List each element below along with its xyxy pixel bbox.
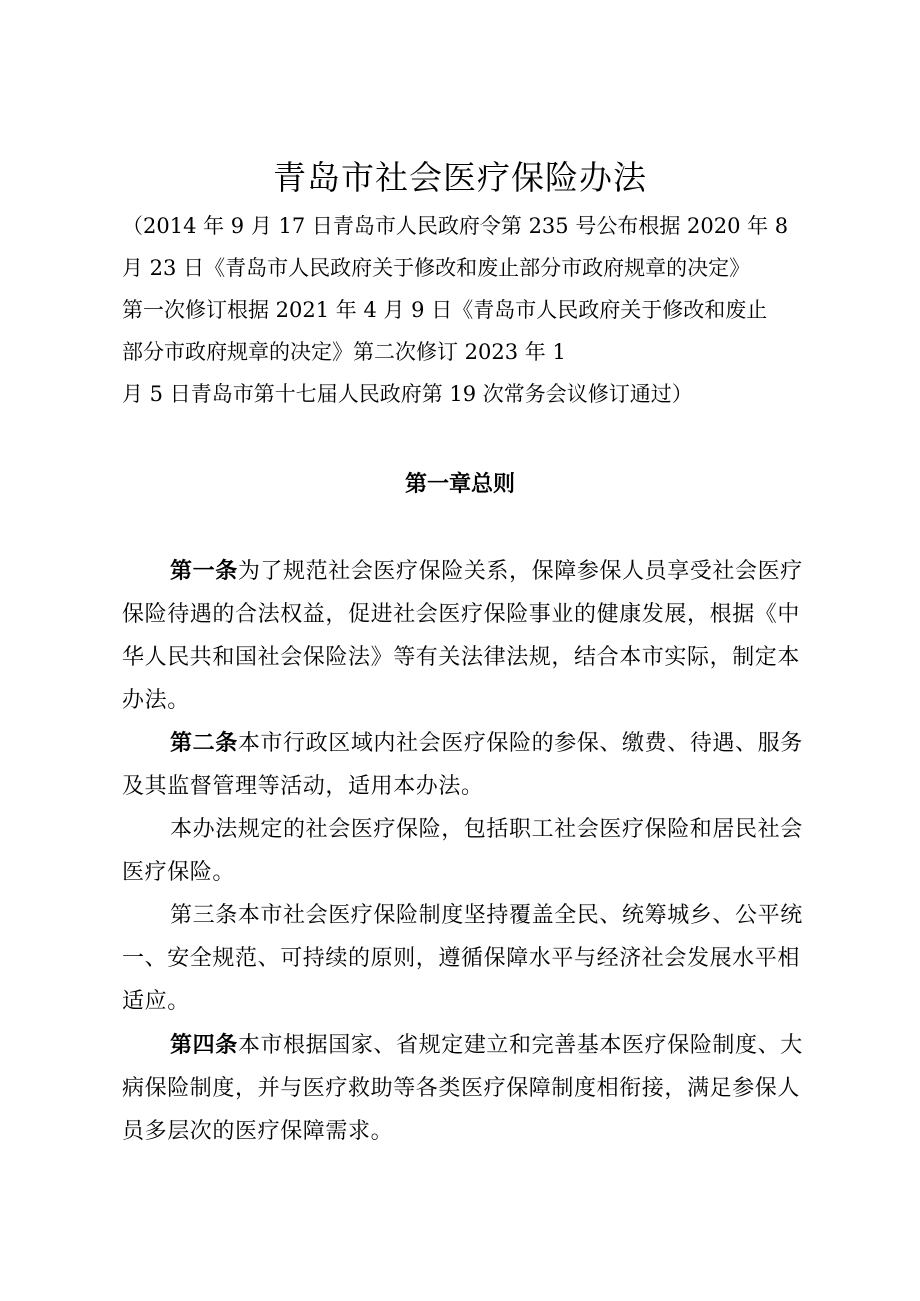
paragraph-line: 员多层次的医疗保障需求。: [122, 1119, 394, 1144]
document-title: 青岛市社会医疗保险办法: [273, 158, 647, 197]
subtitle-line: 月 23 日《青岛市人民政府关于修改和废止部分市政府规章的决定》: [122, 256, 751, 280]
article-number: 第四条: [170, 1032, 238, 1058]
article-1: [122, 550, 812, 722]
paragraph-text: 为了规范社会医疗保险关系，保障参保人员享受社会医疗: [237, 559, 803, 584]
paragraph-text: 本办法规定的社会医疗保险，包括职工社会医疗保险和居民社会: [170, 817, 803, 842]
paragraph-line: 一、安全规范、可持续的原则，遵循保障水平与经济社会发展水平相: [122, 946, 801, 971]
paragraph-text: 本市行政区域内社会医疗保险的参保、缴费、待遇、服务: [237, 731, 803, 756]
subtitle-line: 第一次修订根据 2021 年 4 月 9 日《青岛市人民政府关于修改和废止: [122, 298, 768, 322]
paragraph-first-line: [122, 808, 812, 851]
subtitle-line: 部分市政府规章的决定》第二次修订 2023 年 1: [122, 340, 566, 364]
chapter-title: 第一章总则: [404, 471, 515, 497]
paragraph-first-line: [122, 550, 812, 593]
paragraph-first-line: [122, 894, 812, 937]
paragraph-line: 医疗保险。: [122, 860, 236, 885]
subtitle-line: 月 5 日青岛市第十七届人民政府第 19 次常务会议修订通过）: [122, 382, 693, 406]
paragraph-text: 第三条本市社会医疗保险制度坚持覆盖全民、统筹城乡、公平统: [170, 903, 803, 928]
subtitle-line: （2014 年 9 月 17 日青岛市人民政府令第 235 号公布根据 2020 年 8: [122, 214, 789, 238]
paragraph-line: 办法。: [122, 688, 190, 713]
paragraph-first-line: [122, 1024, 812, 1067]
article-2: [122, 722, 812, 808]
paragraph-line: 适应。: [122, 989, 190, 1014]
paragraph-text: 本市根据国家、省规定建立和完善基本医疗保险制度、大: [237, 1033, 803, 1058]
article-4: [122, 1024, 812, 1153]
article-number: 第一条: [170, 558, 238, 584]
paragraph-line: 及其监督管理等活动，适用本办法。: [122, 774, 484, 799]
article-3: [122, 894, 812, 1023]
article-number: 第二条: [170, 730, 238, 756]
article-2-paragraph-2: [122, 808, 812, 894]
paragraph-line: 病保险制度，并与医疗救助等各类医疗保障制度相衔接，满足参保人: [122, 1076, 801, 1101]
document-subtitle: [122, 205, 822, 415]
paragraph-first-line: [122, 722, 812, 765]
paragraph-line: 华人民共和国社会保险法》等有关法律法规，结合本市实际，制定本: [122, 645, 801, 670]
paragraph-line: 保险待遇的合法权益，促进社会医疗保险事业的健康发展，根据《中: [122, 602, 801, 627]
